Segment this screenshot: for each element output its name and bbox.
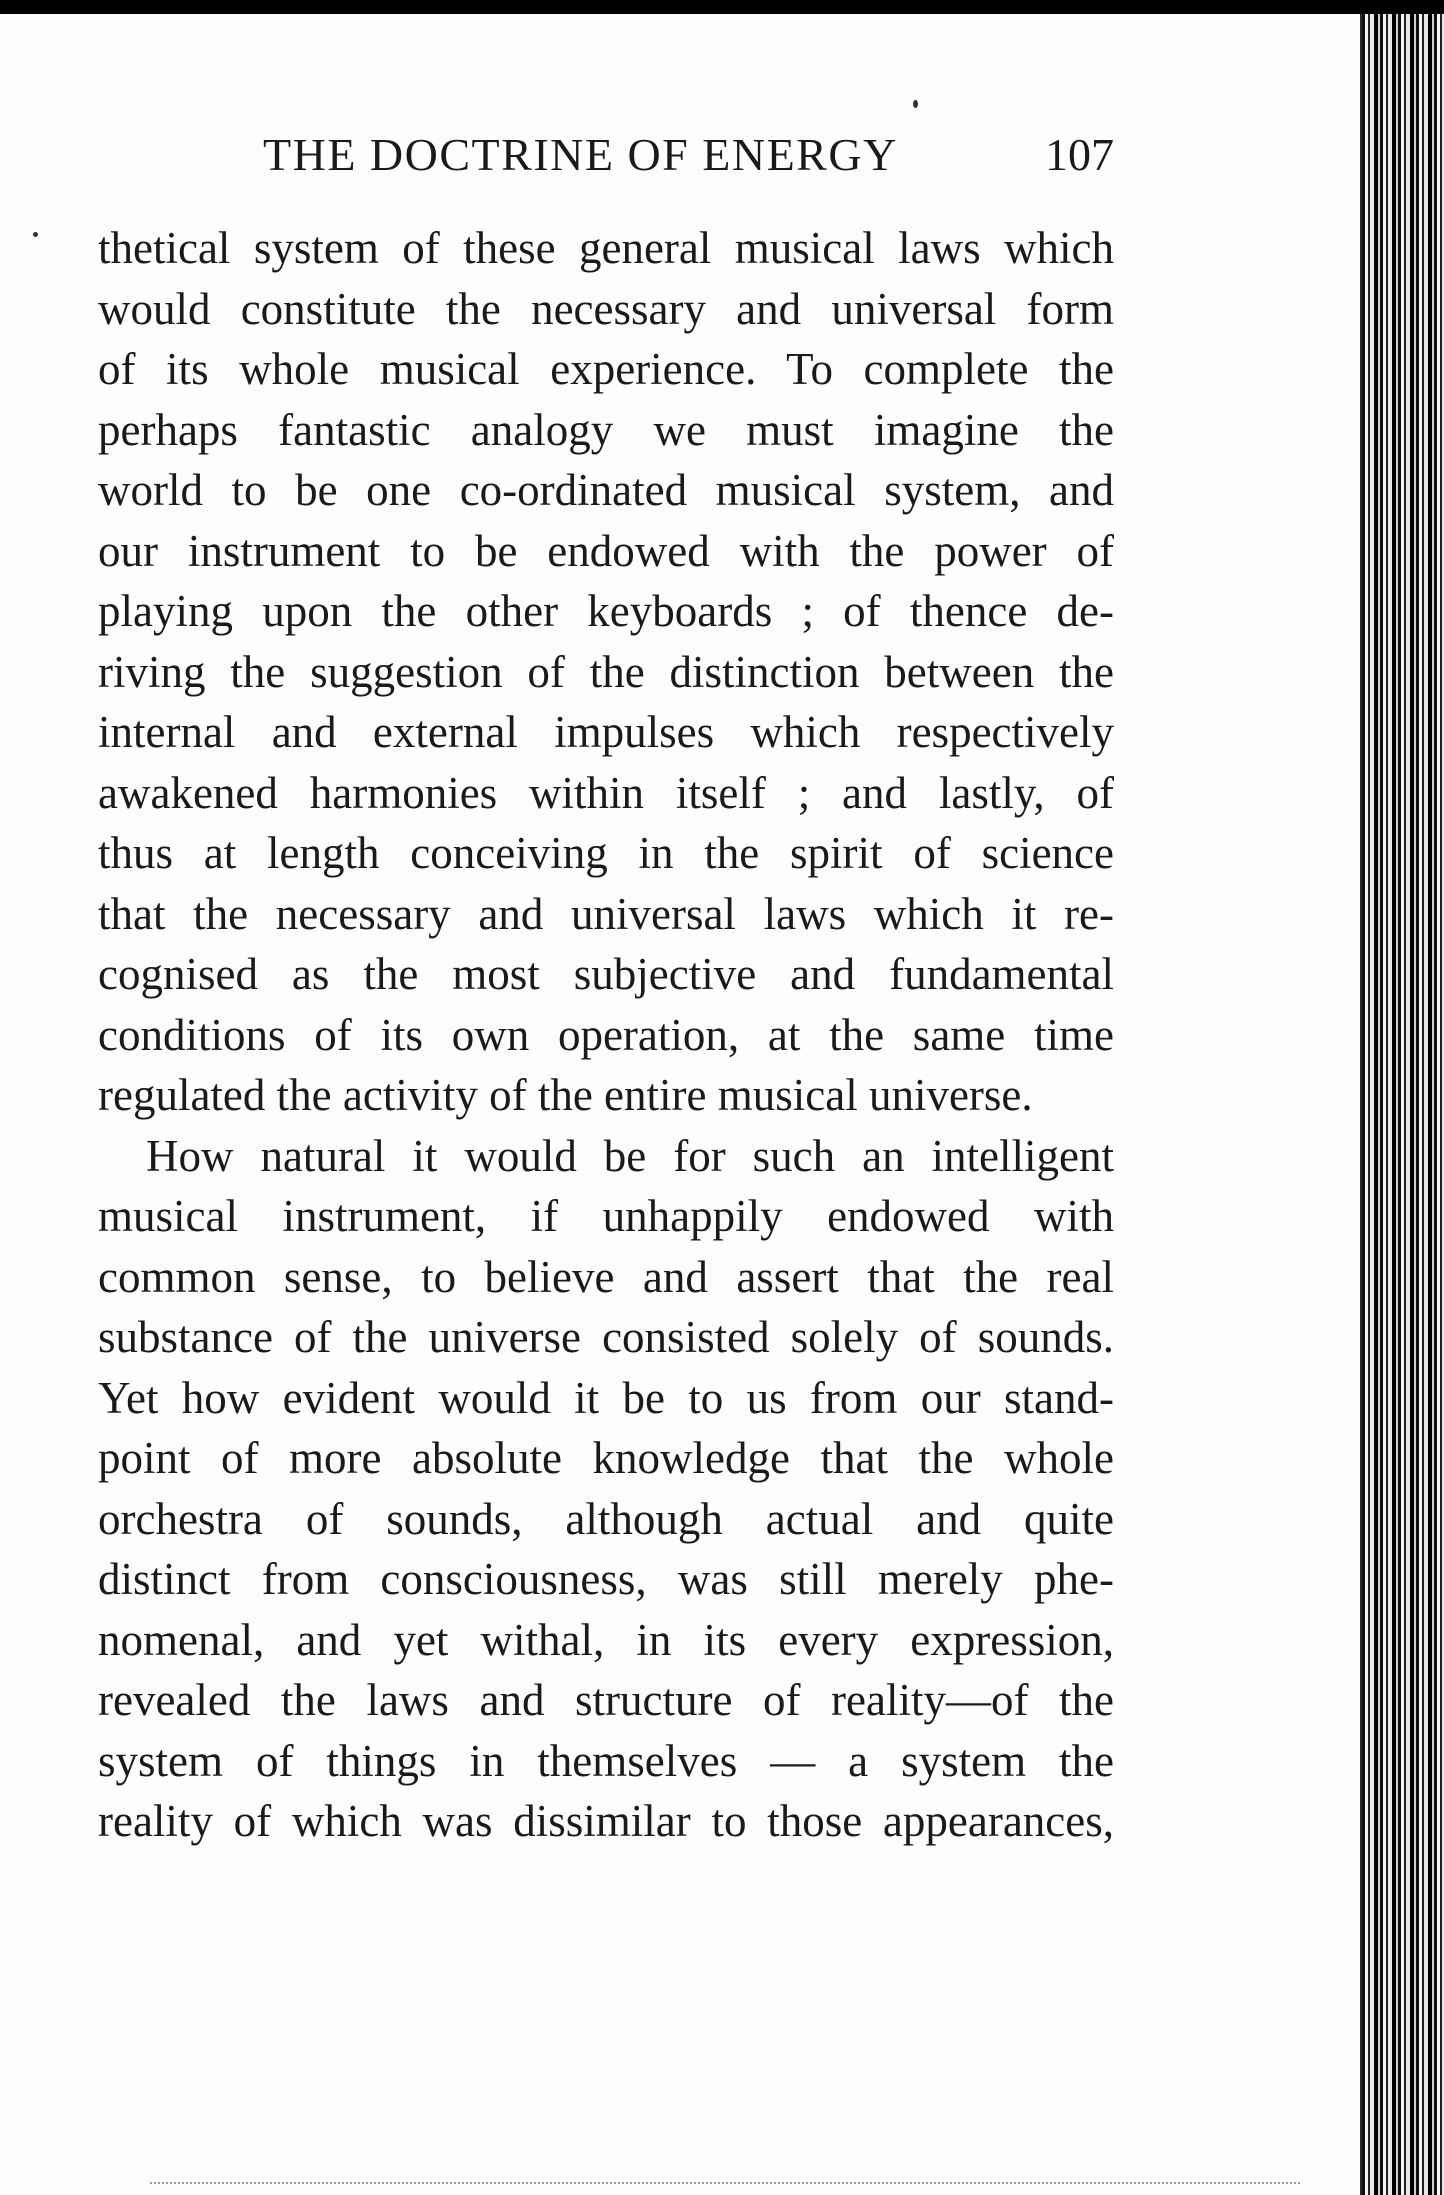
text-line: musical instrument, if unhappily endowed with <box>98 1191 1114 1241</box>
text-line: perhaps fantastic analogy we must imagine the <box>98 404 1114 455</box>
text-line: our instrument to be endowed with the power of <box>98 525 1114 576</box>
body-text <box>98 218 1114 1852</box>
text-line: cognised as the most subjective and fundamental <box>98 949 1114 999</box>
paragraph <box>98 1126 1114 1852</box>
text-line: that the necessary and universal laws which it re- <box>98 888 1114 939</box>
text-line: would constitute the necessary and universal form <box>98 283 1114 334</box>
text-line: orchestra of sounds, although actual and quite <box>98 1493 1114 1544</box>
text-line: thus at length conceiving in the spirit of science <box>98 828 1114 878</box>
scan-top-border <box>0 0 1444 14</box>
print-speck <box>913 100 918 108</box>
text-line: nomenal, and yet withal, in its every expression, <box>98 1614 1114 1665</box>
text-line: conditions of its own operation, at the same time <box>98 1009 1114 1060</box>
text-line: revealed the laws and structure of reality—of the <box>98 1675 1114 1725</box>
text-line: substance of the universe consisted solely of sounds. <box>98 1312 1114 1362</box>
book-spine <box>1362 14 1444 2195</box>
text-line: distinct from consciousness, was still merely phe- <box>98 1554 1114 1604</box>
text-line: awakened harmonies within itself ; and lastly, of <box>98 767 1114 818</box>
paragraph <box>98 218 1114 1126</box>
text-line: system of things in themselves — a system the <box>98 1735 1114 1786</box>
bottom-edge-rule <box>150 2182 1300 2186</box>
text-line: world to be one co-ordinated musical system, and <box>98 465 1114 515</box>
text-line: regulated the activity of the entire musical universe. <box>98 1070 1033 1120</box>
running-title: THE DOCTRINE OF ENERGY <box>263 129 898 180</box>
text-line: riving the suggestion of the distinction between the <box>98 646 1114 697</box>
text-line: playing upon the other keyboards ; of thence de- <box>98 586 1114 636</box>
text-line: common sense, to believe and assert that the real <box>98 1251 1114 1302</box>
running-head <box>98 128 1114 184</box>
text-line: internal and external impulses which respectively <box>98 707 1114 757</box>
print-speck <box>33 232 38 237</box>
text-line: thetical system of these general musical laws which <box>98 223 1114 273</box>
text-line: of its whole musical experience. To complete the <box>98 344 1114 394</box>
page-number: 107 <box>1045 129 1114 180</box>
text-line: reality of which was dissimilar to those appearances, <box>98 1796 1114 1846</box>
text-line: How natural it would be for such an intelligent <box>146 1130 1114 1181</box>
text-line: point of more absolute knowledge that the whole <box>98 1433 1114 1483</box>
text-line: Yet how evident would it be to us from our stand- <box>98 1372 1114 1423</box>
